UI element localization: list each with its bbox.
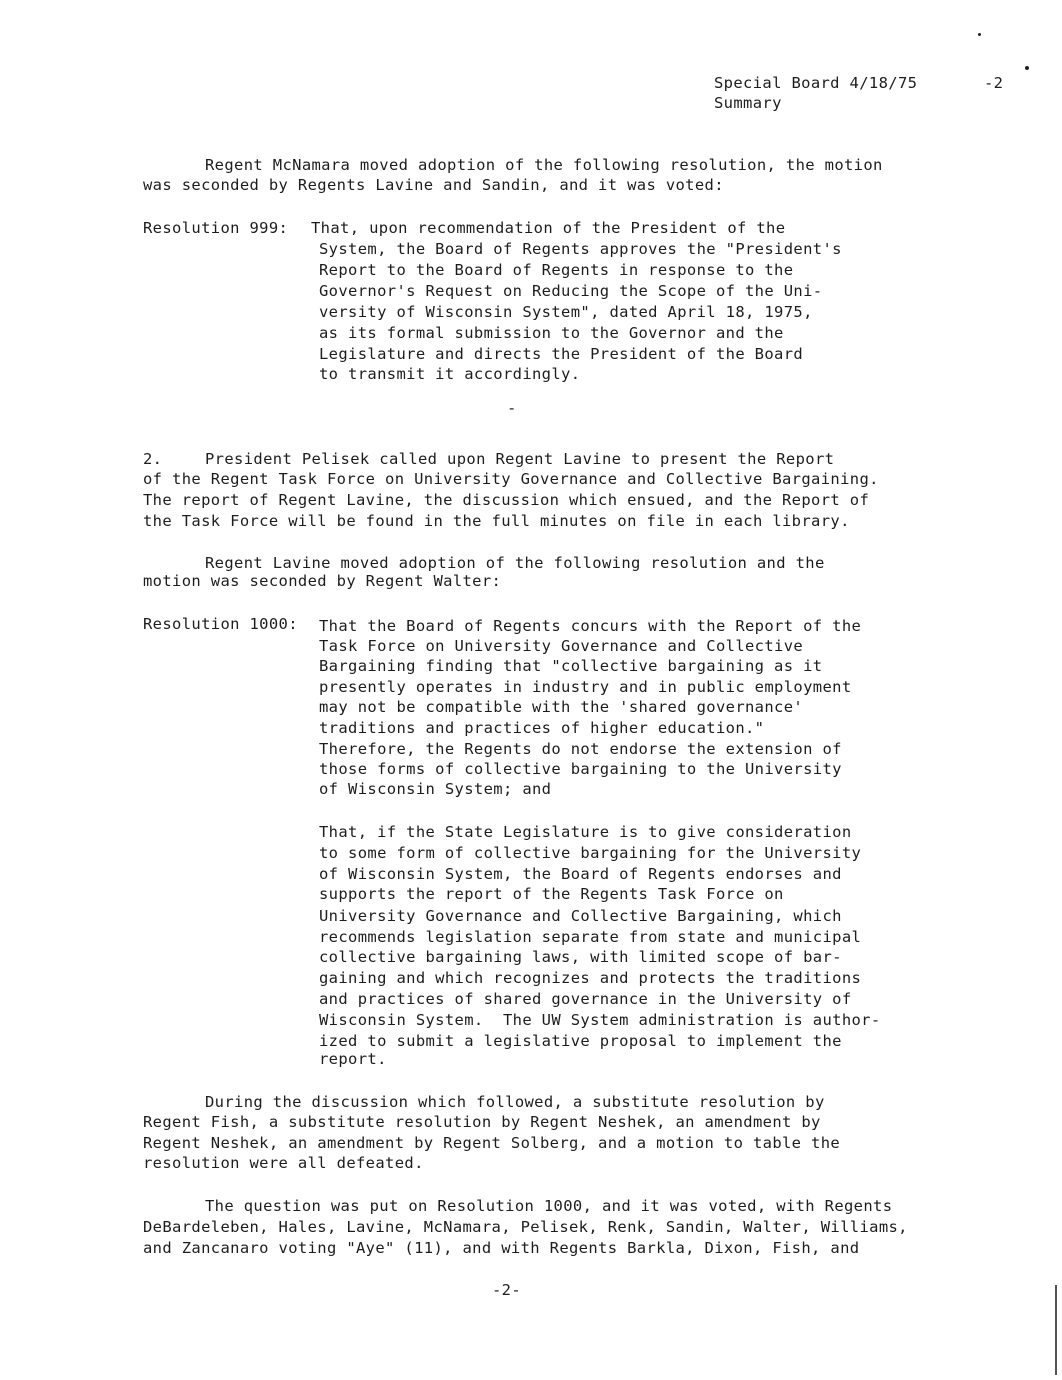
header-page-marker: -2: [984, 74, 1004, 92]
paragraph-line: of the Regent Task Force on University Governance and Collective Bargaining.: [143, 470, 879, 488]
resolution-line: ized to submit a legislative proposal to implement the: [319, 1032, 842, 1050]
resolution-line: That, if the State Legislature is to give consideration: [319, 823, 852, 841]
resolution-line: Wisconsin System. The UW System administration is author-: [319, 1011, 881, 1029]
paragraph-line: resolution were all defeated.: [143, 1154, 424, 1172]
resolution-line: versity of Wisconsin System", dated April 18, 1975,: [319, 303, 813, 321]
resolution-999-label: Resolution 999:: [143, 219, 289, 237]
resolution-line: supports the report of the Regents Task Force on: [319, 885, 784, 903]
resolution-line: collective bargaining laws, with limited scope of bar-: [319, 948, 842, 966]
resolution-line: Report to the Board of Regents in response to the: [319, 261, 794, 279]
resolution-line: System, the Board of Regents approves the "President's: [319, 240, 842, 258]
resolution-line: presently operates in industry and in public employment: [319, 678, 852, 696]
paragraph-line: DeBardeleben, Hales, Lavine, McNamara, Pelisek, Renk, Sandin, Walter, Williams,: [143, 1218, 908, 1236]
paragraph-line: was seconded by Regents Lavine and Sandin, and it was voted:: [143, 176, 724, 194]
header-subtitle: Summary: [714, 94, 782, 112]
paragraph-line: motion was seconded by Regent Walter:: [143, 572, 502, 590]
resolution-line: Bargaining finding that "collective bargaining as it: [319, 657, 823, 675]
header-title: Special Board 4/18/75: [714, 74, 918, 92]
paragraph-line: Regent Neshek, an amendment by Regent Solberg, and a motion to table the: [143, 1134, 841, 1152]
paragraph-line: The question was put on Resolution 1000, and it was voted, with Regents: [205, 1197, 893, 1215]
footer-page-number: -2-: [492, 1281, 522, 1299]
resolution-line: of Wisconsin System, the Board of Regents endorses and: [319, 865, 842, 883]
resolution-line: That, upon recommendation of the President of the: [311, 219, 786, 237]
resolution-line: Therefore, the Regents do not endorse the extension of: [319, 740, 842, 758]
resolution-line: may not be compatible with the 'shared governance': [319, 698, 804, 716]
paragraph-line: Regent McNamara moved adoption of the following resolution, the motion: [205, 156, 883, 174]
resolution-line: recommends legislation separate from state and municipal: [319, 928, 862, 946]
separator-dash: -: [507, 399, 517, 417]
resolution-line: traditions and practices of higher education.": [319, 719, 765, 737]
scan-speck: [1025, 66, 1029, 70]
resolution-1000-label: Resolution 1000:: [143, 615, 298, 633]
paragraph-line: During the discussion which followed, a substitute resolution by: [205, 1093, 825, 1111]
paragraph-line: The report of Regent Lavine, the discussion which ensued, and the Report of: [143, 491, 870, 509]
resolution-line: and practices of shared governance in the University of: [319, 990, 852, 1008]
resolution-line: as its formal submission to the Governor and the: [319, 324, 784, 342]
scan-speck: [978, 33, 981, 36]
paragraph-line: the Task Force will be found in the full minutes on file in each library.: [143, 512, 850, 530]
paragraph-line: Regent Lavine moved adoption of the following resolution and the: [205, 554, 825, 572]
resolution-line: That the Board of Regents concurs with the Report of the: [319, 617, 862, 635]
resolution-line: of Wisconsin System; and: [319, 780, 552, 798]
resolution-line: Task Force on University Governance and Collective: [319, 637, 804, 655]
scan-edge-mark: [1055, 1285, 1057, 1375]
resolution-line: to transmit it accordingly.: [319, 365, 581, 383]
resolution-line: to some form of collective bargaining for the University: [319, 844, 862, 862]
paragraph-line: and Zancanaro voting "Aye" (11), and with Regents Barkla, Dixon, Fish, and: [143, 1239, 860, 1257]
resolution-line: Legislature and directs the President of the Board: [319, 345, 804, 363]
resolution-line: gaining and which recognizes and protects the traditions: [319, 969, 862, 987]
resolution-line: report.: [319, 1050, 387, 1068]
resolution-line: Governor's Request on Reducing the Scope of the Uni-: [319, 282, 823, 300]
resolution-line: those forms of collective bargaining to the University: [319, 760, 842, 778]
item-number: 2.: [143, 450, 163, 468]
paragraph-line: Regent Fish, a substitute resolution by Regent Neshek, an amendment by: [143, 1113, 821, 1131]
paragraph-line: President Pelisek called upon Regent Lavine to present the Report: [205, 450, 835, 468]
resolution-line: University Governance and Collective Bargaining, which: [319, 907, 842, 925]
